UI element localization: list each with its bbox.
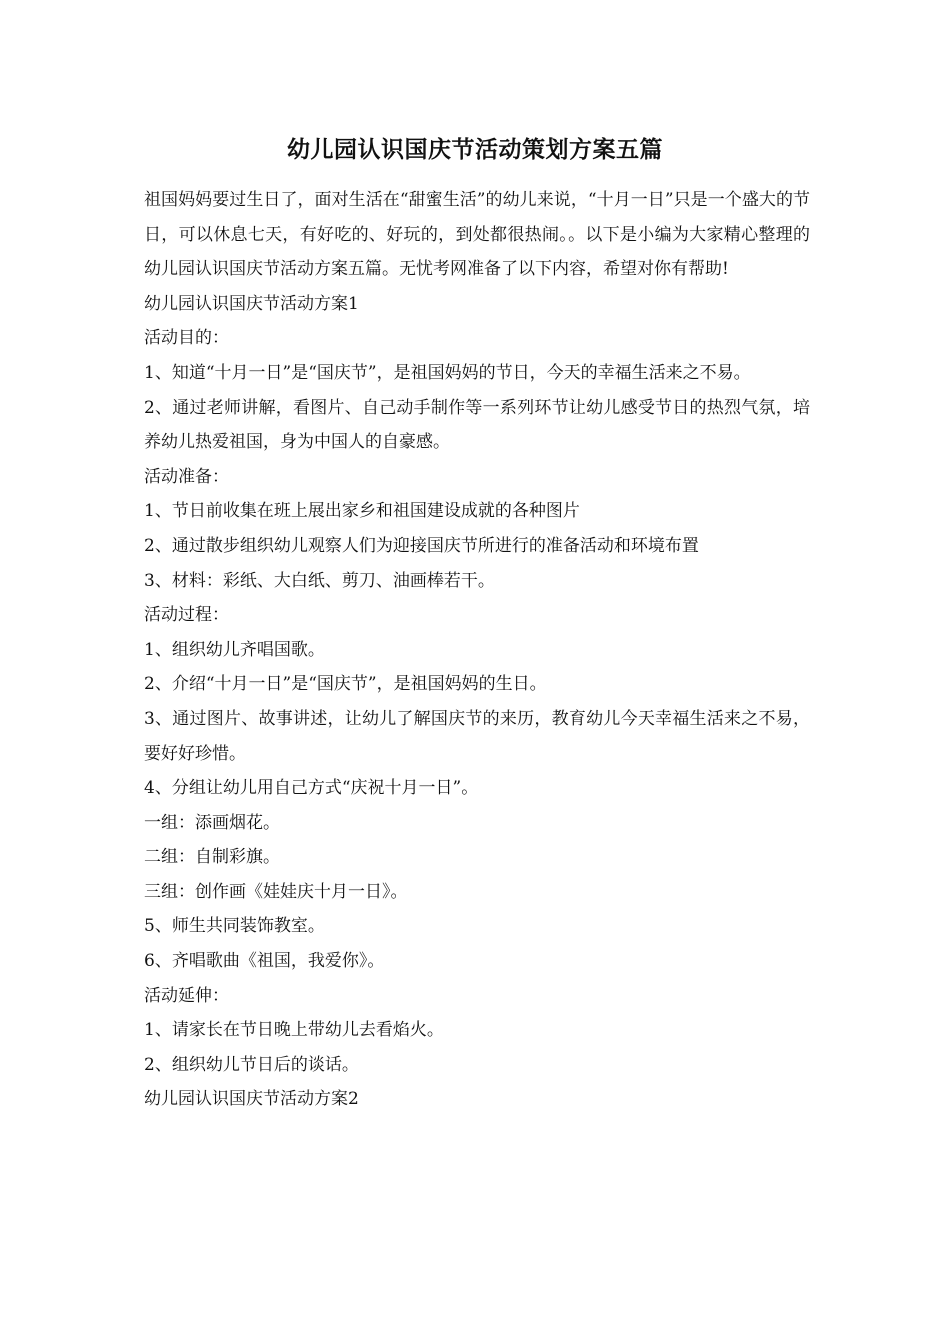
list-item: 1、组织幼儿齐唱国歌。 [144,639,325,660]
heading-activity-goals: 活动目的： [144,328,229,349]
heading-activity-preparation: 活动准备： [144,466,229,487]
list-item: 4、分组让幼儿用自己方式“庆祝十月一日”。 [144,778,479,799]
paragraph-intro: 祖国妈妈要过生日了，面对生活在“甜蜜生活”的幼儿来说，“十月一日”只是一个盛大的节日，可以休息七天，有好吃的、好玩的，到处都很热闹。。以下是小编为大家精心整理的幼儿园认识国庆节活动方案五篇。无忧考网准备了以下内容，希望对你有帮助! [144,190,810,280]
list-item: 1、节日前收集在班上展出家乡和祖国建设成就的各种图片 [144,501,580,522]
document-title: 幼儿园认识国庆节活动策划方案五篇 [287,136,663,163]
list-item: 二组：自制彩旗。 [144,847,280,868]
list-item: 一组：添画烟花。 [144,812,280,833]
list-item: 1、请家长在节日晚上带幼儿去看焰火。 [144,1020,444,1041]
list-item: 三组：创作画《娃娃庆十月一日》。 [144,881,408,902]
heading-activity-extension: 活动延伸： [144,985,229,1006]
list-item: 2、通过散步组织幼儿观察人们为迎接国庆节所进行的准备活动和环境布置 [144,535,699,556]
section-heading-plan-1: 幼儿园认识国庆节活动方案1 [144,293,359,314]
list-item: 2、介绍“十月一日”是“国庆节”，是祖国妈妈的生日。 [144,674,547,695]
section-heading-plan-2: 幼儿园认识国庆节活动方案2 [144,1089,359,1110]
list-item: 6、齐唱歌曲《祖国，我爱你》。 [144,951,385,972]
list-item: 2、通过老师讲解，看图片、自己动手制作等一系列环节让幼儿感受节日的热烈气氛，培养幼儿热爱祖国，身为中国人的自豪感。 [144,397,810,453]
list-item: 5、师生共同装饰教室。 [144,916,325,937]
document-body [144,183,810,1117]
list-item: 1、知道“十月一日”是“国庆节”，是祖国妈妈的节日，今天的幸福生活来之不易。 [144,362,751,383]
heading-activity-process: 活动过程： [144,605,229,626]
list-item: 2、组织幼儿节日后的谈话。 [144,1054,359,1075]
list-item: 3、通过图片、故事讲述，让幼儿了解国庆节的来历，教育幼儿今天幸福生活来之不易，要好好珍惜。 [144,708,810,764]
list-item: 3、材料：彩纸、大白纸、剪刀、油画棒若干。 [144,570,495,591]
